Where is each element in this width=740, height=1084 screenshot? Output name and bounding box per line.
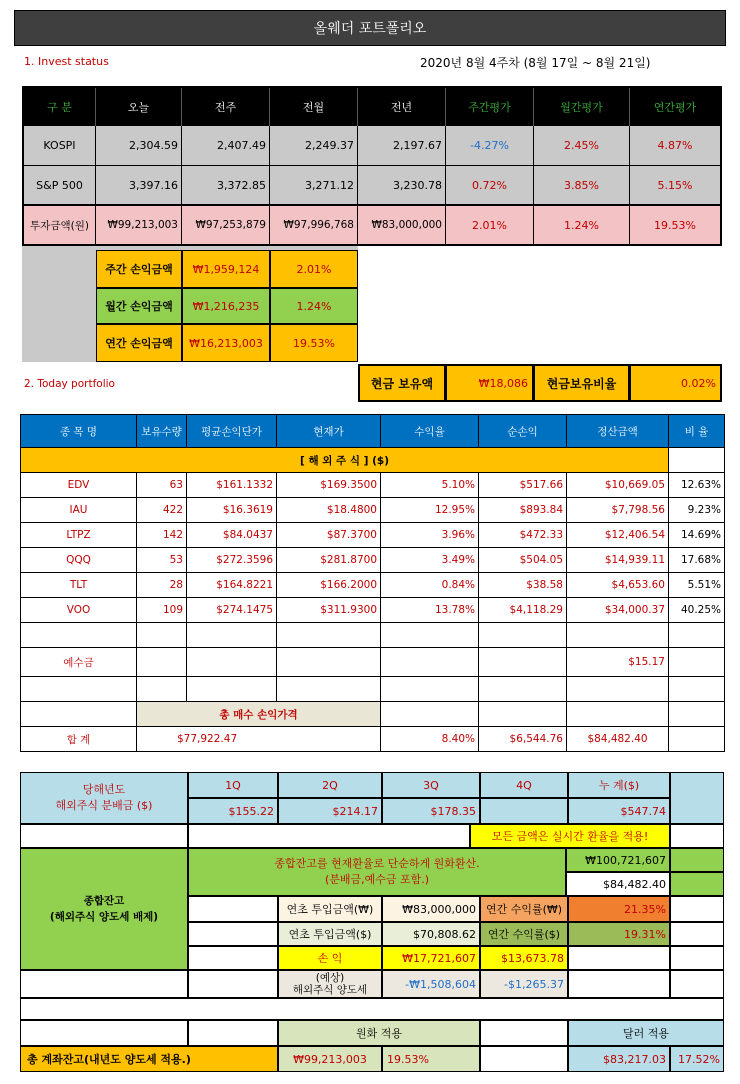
kospi-weekly-eval: -4.27% <box>446 126 534 166</box>
final-usd: $83,217.03 <box>568 1046 670 1072</box>
final-spacer <box>480 1046 568 1072</box>
table-row <box>21 548 725 573</box>
stock-amount: $7,798.56 <box>567 498 669 523</box>
stock-name: TLT <box>21 573 137 598</box>
total-buy-label: 총 매수 손익가격 <box>137 702 381 727</box>
fx-row-empty2 <box>188 824 470 848</box>
apply-spacer1 <box>20 1020 188 1046</box>
empty-row <box>21 677 725 702</box>
status-header-1: 오늘 <box>96 88 182 126</box>
sum-buy: $77,922.47 <box>137 727 381 752</box>
invest-week: ₩97,253,879 <box>182 206 270 244</box>
report-date: 2020년 8월 4주차 (8월 17일 ~ 8월 21일) <box>420 56 651 70</box>
tax-krw: -₩1,508,604 <box>382 970 480 998</box>
cash-value: ₩18,086 <box>446 364 534 402</box>
stock-avg: $16.3619 <box>187 498 277 523</box>
dividend-q4-value <box>480 798 568 824</box>
pnl-monthly-pct: 1.24% <box>270 288 358 324</box>
stock-pnl: $4,118.29 <box>479 598 567 623</box>
stock-price: $311.9300 <box>277 598 381 623</box>
portfolio-table <box>20 414 725 752</box>
stock-name: VOO <box>21 598 137 623</box>
invest-today: ₩99,213,003 <box>96 206 182 244</box>
stock-qty: 109 <box>137 598 187 623</box>
kospi-monthly-eval: 2.45% <box>534 126 630 166</box>
fx-note: 모든 금액은 실시간 환율을 적용! <box>470 824 670 848</box>
invest-monthly-eval: 1.24% <box>534 206 630 244</box>
status-header-5: 주간평가 <box>446 88 534 126</box>
init-krw-label: 연초 투입금액(₩) <box>278 896 382 922</box>
invest-weekly-eval: 2.01% <box>446 206 534 244</box>
pnl-weekly-amount: ₩1,959,124 <box>182 250 270 288</box>
sp500-today: 3,397.16 <box>96 166 182 206</box>
stock-amount: $10,669.05 <box>567 473 669 498</box>
tax-usd: -$1,265.37 <box>480 970 568 998</box>
final-label: 총 계좌잔고(내년도 양도세 적용.) <box>20 1046 278 1072</box>
empty-row <box>21 623 725 648</box>
deposit-value: $15.17 <box>567 648 669 677</box>
dividend-label-line2: 해외주식 분배금 ($) <box>55 799 153 812</box>
total-buy-row <box>21 702 725 727</box>
stock-qty: 63 <box>137 473 187 498</box>
group-title-row <box>21 448 725 473</box>
annual-ret-usd-value: 19.31% <box>568 922 670 946</box>
fx-row-empty <box>20 824 188 848</box>
stock-return: 3.49% <box>381 548 479 573</box>
tax-side2 <box>670 970 724 998</box>
kospi-today: 2,304.59 <box>96 126 182 166</box>
dividend-q3-value: $178.35 <box>382 798 480 824</box>
stock-pnl: $472.33 <box>479 523 567 548</box>
status-header-7: 연간평가 <box>630 88 720 126</box>
invest-month: ₩97,996,768 <box>270 206 358 244</box>
pnl-monthly-label: 월간 손익금액 <box>96 288 182 324</box>
stock-amount: $14,939.11 <box>567 548 669 573</box>
tax-row-empty <box>20 970 188 998</box>
section2-label: 2. Today portfolio <box>24 378 115 390</box>
dividend-q3-header: 3Q <box>382 772 480 798</box>
invest-name: 투자금액(원) <box>24 206 96 244</box>
annual-ret-krw-label: 연간 수익률(₩) <box>480 896 568 922</box>
group-title: [ 해 외 주 식 ] ($) <box>21 448 669 473</box>
annual-ret-krw-side <box>670 896 724 922</box>
pnl-spacer <box>188 946 278 970</box>
stock-amount: $12,406.54 <box>567 523 669 548</box>
stock-return: 3.96% <box>381 523 479 548</box>
portfolio-header-row <box>21 415 725 448</box>
cash-ratio-label: 현금보유비율 <box>534 364 630 402</box>
stock-return: 12.95% <box>381 498 479 523</box>
annual-ret-usd-label: 연간 수익률($) <box>480 922 568 946</box>
spacer-row <box>20 998 724 1020</box>
stock-pnl: $893.84 <box>479 498 567 523</box>
init-krw-spacer <box>188 896 278 922</box>
invest-year: ₩83,000,000 <box>358 206 446 244</box>
pnl-side1 <box>568 946 670 970</box>
total-balance-note <box>188 848 566 896</box>
pnl-usd: $13,673.78 <box>480 946 568 970</box>
stock-ratio: 9.23% <box>669 498 725 523</box>
stock-return: 13.78% <box>381 598 479 623</box>
stock-price: $18.4800 <box>277 498 381 523</box>
usd-apply-header: 달러 적용 <box>568 1020 724 1046</box>
stock-amount: $4,653.60 <box>567 573 669 598</box>
final-usd-pct: 17.52% <box>670 1046 724 1072</box>
kospi-name: KOSPI <box>24 126 96 166</box>
apply-spacer3 <box>480 1020 568 1046</box>
stock-qty: 422 <box>137 498 187 523</box>
stock-price: $281.8700 <box>277 548 381 573</box>
status-header-3: 전월 <box>270 88 358 126</box>
init-usd-label: 연초 투입금액($) <box>278 922 382 946</box>
table-row <box>21 598 725 623</box>
stock-ratio: 5.51% <box>669 573 725 598</box>
stock-ratio: 17.68% <box>669 548 725 573</box>
table-row <box>21 573 725 598</box>
total-balance-label <box>20 848 188 970</box>
dividend-q1-value: $155.22 <box>188 798 278 824</box>
kospi-month: 2,249.37 <box>270 126 358 166</box>
pnl-side2 <box>670 946 724 970</box>
sp500-weekly-eval: 0.72% <box>446 166 534 206</box>
total-note-line1: 종합잔고를 현재환율로 단순하게 원화환산. <box>274 857 480 870</box>
dividend-filler <box>670 772 724 824</box>
tax-row-spacer <box>188 970 278 998</box>
fx-row-empty3 <box>670 824 724 848</box>
dividend-label <box>20 772 188 824</box>
col-header-ratio: 비 율 <box>669 415 725 448</box>
total-balance-krw: ₩100,721,607 <box>566 848 670 872</box>
stock-qty: 28 <box>137 573 187 598</box>
sum-amount: $84,482.40 <box>567 727 669 752</box>
col-header-amount: 정산금액 <box>567 415 669 448</box>
stock-avg: $274.1475 <box>187 598 277 623</box>
table-row <box>21 473 725 498</box>
dividend-q2-header: 2Q <box>278 772 382 798</box>
dividend-q1-header: 1Q <box>188 772 278 798</box>
apply-spacer2 <box>188 1020 278 1046</box>
stock-name: LTPZ <box>21 523 137 548</box>
stock-name: EDV <box>21 473 137 498</box>
sp500-month: 3,271.12 <box>270 166 358 206</box>
dividend-q4-header: 4Q <box>480 772 568 798</box>
final-krw-pct: 19.53% <box>382 1046 480 1072</box>
stock-pnl: $38.58 <box>479 573 567 598</box>
pnl-yearly-pct: 19.53% <box>270 324 358 362</box>
status-header-6: 월간평가 <box>534 88 630 126</box>
total-balance-line1: 종합잔고 <box>83 895 125 907</box>
total-balance-side1 <box>670 848 724 872</box>
status-header-4: 전년 <box>358 88 446 126</box>
stock-return: 0.84% <box>381 573 479 598</box>
dividend-q2-value: $214.17 <box>278 798 382 824</box>
pnl-krw: ₩17,721,607 <box>382 946 480 970</box>
stock-ratio: 12.63% <box>669 473 725 498</box>
annual-ret-krw-value: 21.35% <box>568 896 670 922</box>
stock-avg: $161.1332 <box>187 473 277 498</box>
init-krw-value: ₩83,000,000 <box>382 896 480 922</box>
stock-ratio: 40.25% <box>669 598 725 623</box>
invest-yearly-eval: 19.53% <box>630 206 720 244</box>
stock-pnl: $517.66 <box>479 473 567 498</box>
col-header-qty: 보유수량 <box>137 415 187 448</box>
pnl-yearly-label: 연간 손익금액 <box>96 324 182 362</box>
sum-label: 합 계 <box>21 727 137 752</box>
stock-pnl: $504.05 <box>479 548 567 573</box>
kospi-week: 2,407.49 <box>182 126 270 166</box>
sp500-name: S&P 500 <box>24 166 96 206</box>
col-header-return: 수익율 <box>381 415 479 448</box>
deposit-label: 예수금 <box>21 648 137 677</box>
stock-price: $169.3500 <box>277 473 381 498</box>
cash-label: 현금 보유액 <box>358 364 446 402</box>
stock-name: QQQ <box>21 548 137 573</box>
pnl-label: 손 익 <box>278 946 382 970</box>
init-usd-spacer <box>188 922 278 946</box>
sum-return: 8.40% <box>381 727 479 752</box>
sp500-monthly-eval: 3.85% <box>534 166 630 206</box>
kospi-year: 2,197.67 <box>358 126 446 166</box>
sp500-year: 3,230.78 <box>358 166 446 206</box>
stock-ratio: 14.69% <box>669 523 725 548</box>
col-header-name: 종 목 명 <box>21 415 137 448</box>
table-row <box>21 523 725 548</box>
dividend-total-header: 누 계($) <box>568 772 670 798</box>
kospi-yearly-eval: 4.87% <box>630 126 720 166</box>
stock-price: $87.3700 <box>277 523 381 548</box>
total-balance-side2 <box>670 872 724 896</box>
sum-pnl: $6,544.76 <box>479 727 567 752</box>
krw-apply-header: 원화 적용 <box>278 1020 480 1046</box>
table-row <box>21 498 725 523</box>
dividend-label-line1: 당해년도 <box>82 783 126 796</box>
stock-qty: 53 <box>137 548 187 573</box>
sum-row <box>21 727 725 752</box>
tax-label <box>278 970 382 998</box>
page-title: 올웨더 포트폴리오 <box>14 10 726 46</box>
total-note-line2: (분배금,예수금 포함.) <box>324 873 430 886</box>
pnl-monthly-amount: ₩1,216,235 <box>182 288 270 324</box>
col-header-pnl: 순손익 <box>479 415 567 448</box>
stock-avg: $272.3596 <box>187 548 277 573</box>
stock-return: 5.10% <box>381 473 479 498</box>
stock-amount: $34,000.37 <box>567 598 669 623</box>
col-header-price: 현재가 <box>277 415 381 448</box>
dividend-total-value: $547.74 <box>568 798 670 824</box>
total-balance-usd: $84,482.40 <box>566 872 670 896</box>
stock-name: IAU <box>21 498 137 523</box>
sp500-week: 3,372.85 <box>182 166 270 206</box>
stock-price: $166.2000 <box>277 573 381 598</box>
status-header-0: 구 분 <box>24 88 96 126</box>
pnl-weekly-pct: 2.01% <box>270 250 358 288</box>
stock-qty: 142 <box>137 523 187 548</box>
tax-label-line1: (예상) <box>315 972 345 984</box>
tax-side1 <box>568 970 670 998</box>
stock-avg: $164.8221 <box>187 573 277 598</box>
deposit-row <box>21 648 725 677</box>
pnl-weekly-label: 주간 손익금액 <box>96 250 182 288</box>
annual-ret-usd-side <box>670 922 724 946</box>
pnl-yearly-amount: ₩16,213,003 <box>182 324 270 362</box>
status-header-2: 전주 <box>182 88 270 126</box>
init-usd-value: $70,808.62 <box>382 922 480 946</box>
cash-ratio-value: 0.02% <box>630 364 722 402</box>
sp500-yearly-eval: 5.15% <box>630 166 720 206</box>
stock-avg: $84.0437 <box>187 523 277 548</box>
section1-label: 1. Invest status <box>24 55 109 68</box>
col-header-avg: 평균손익단가 <box>187 415 277 448</box>
final-krw: ₩99,213,003 <box>278 1046 382 1072</box>
total-balance-line2: (해외주식 양도세 배제) <box>49 911 159 923</box>
tax-label-line2: 해외주식 양도세 <box>292 984 368 996</box>
